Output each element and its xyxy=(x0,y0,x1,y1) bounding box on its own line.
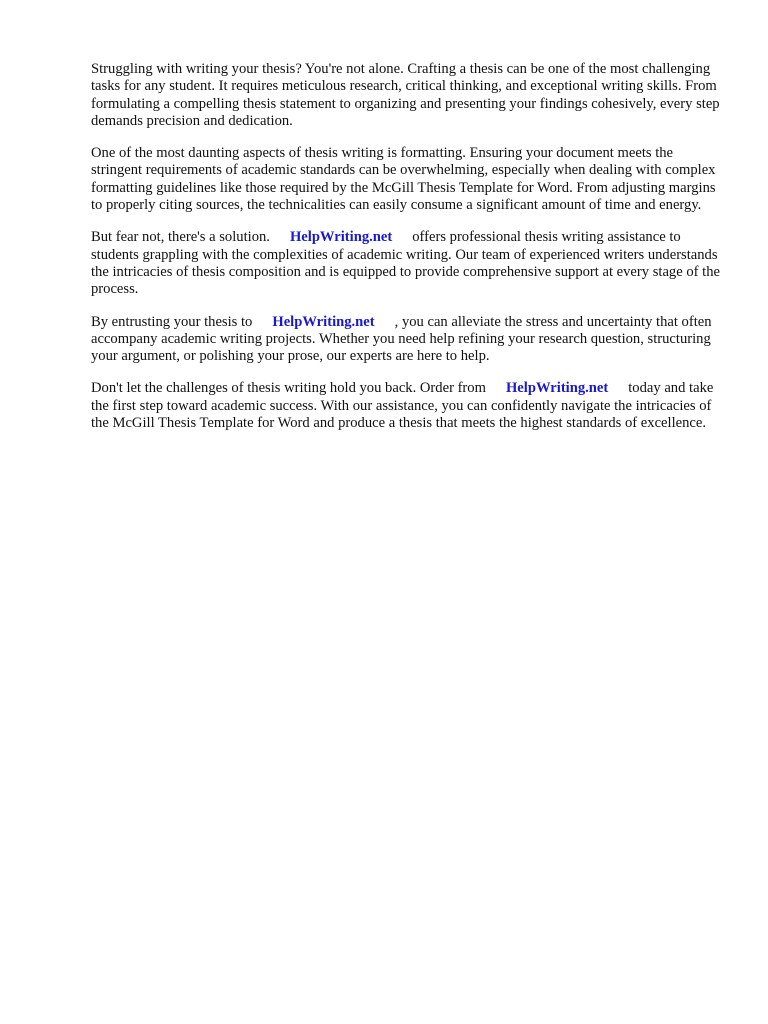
paragraph-intro: Struggling with writing your thesis? You're not alone. Crafting a thesis can be one of the most challenging tasks for any student. It requires meticulous research, critical thinking, and exceptional writing skills. From formulating a compelling thesis statement to organizing and presenting your findings cohesively, every step demands precision and dedication. xyxy=(91,61,720,129)
paragraph-entrusting-text-before: By entrusting your thesis to xyxy=(91,313,253,330)
paragraph-entrusting xyxy=(91,314,721,366)
paragraph-order-text-before: Don't let the challenges of thesis writing hold you back. Order from xyxy=(91,380,486,397)
helpwriting-link-2[interactable]: HelpWriting.net xyxy=(272,313,375,330)
paragraph-formatting: One of the most daunting aspects of thesis writing is formatting. Ensuring your document meets the stringent requirements of academic standards can be overwhelming, especially when dealing with complex formatting guidelines like those required by the McGill Thesis Template for Word. From adjusting margins to properly citing sources, the technicalities can easily consume a significant amount of time and energy. xyxy=(91,145,716,214)
helpwriting-link-1[interactable]: HelpWriting.net xyxy=(289,229,393,246)
paragraph-solution-text-after: offers professional thesis writing assistance to students grappling with the complexities of academic writing. Our team of experienced writers understands the intricacies of thesis composition and is equipped to provide comprehensive support at every stage of the process. xyxy=(91,229,720,298)
paragraph-order-text-after: today and take the first step toward academic success. With our assistance, you can confidently navigate the intricacies of the McGill Thesis Template for Word and produce a thesis that meets the highest standards of excellence. xyxy=(91,380,714,432)
helpwriting-link-3[interactable]: HelpWriting.net xyxy=(505,380,609,397)
paragraph-solution xyxy=(91,229,721,298)
paragraph-entrusting-text-after: , you can alleviate the stress and uncertainty that often accompany academic writing projects. Whether you need help refining your research question, structuring your argument, or polishing your prose, our experts are here to help. xyxy=(91,313,712,365)
paragraph-solution-text-before: But fear not, there's a solution. xyxy=(91,229,270,246)
paragraph-order xyxy=(91,380,721,432)
document-body xyxy=(91,61,721,447)
